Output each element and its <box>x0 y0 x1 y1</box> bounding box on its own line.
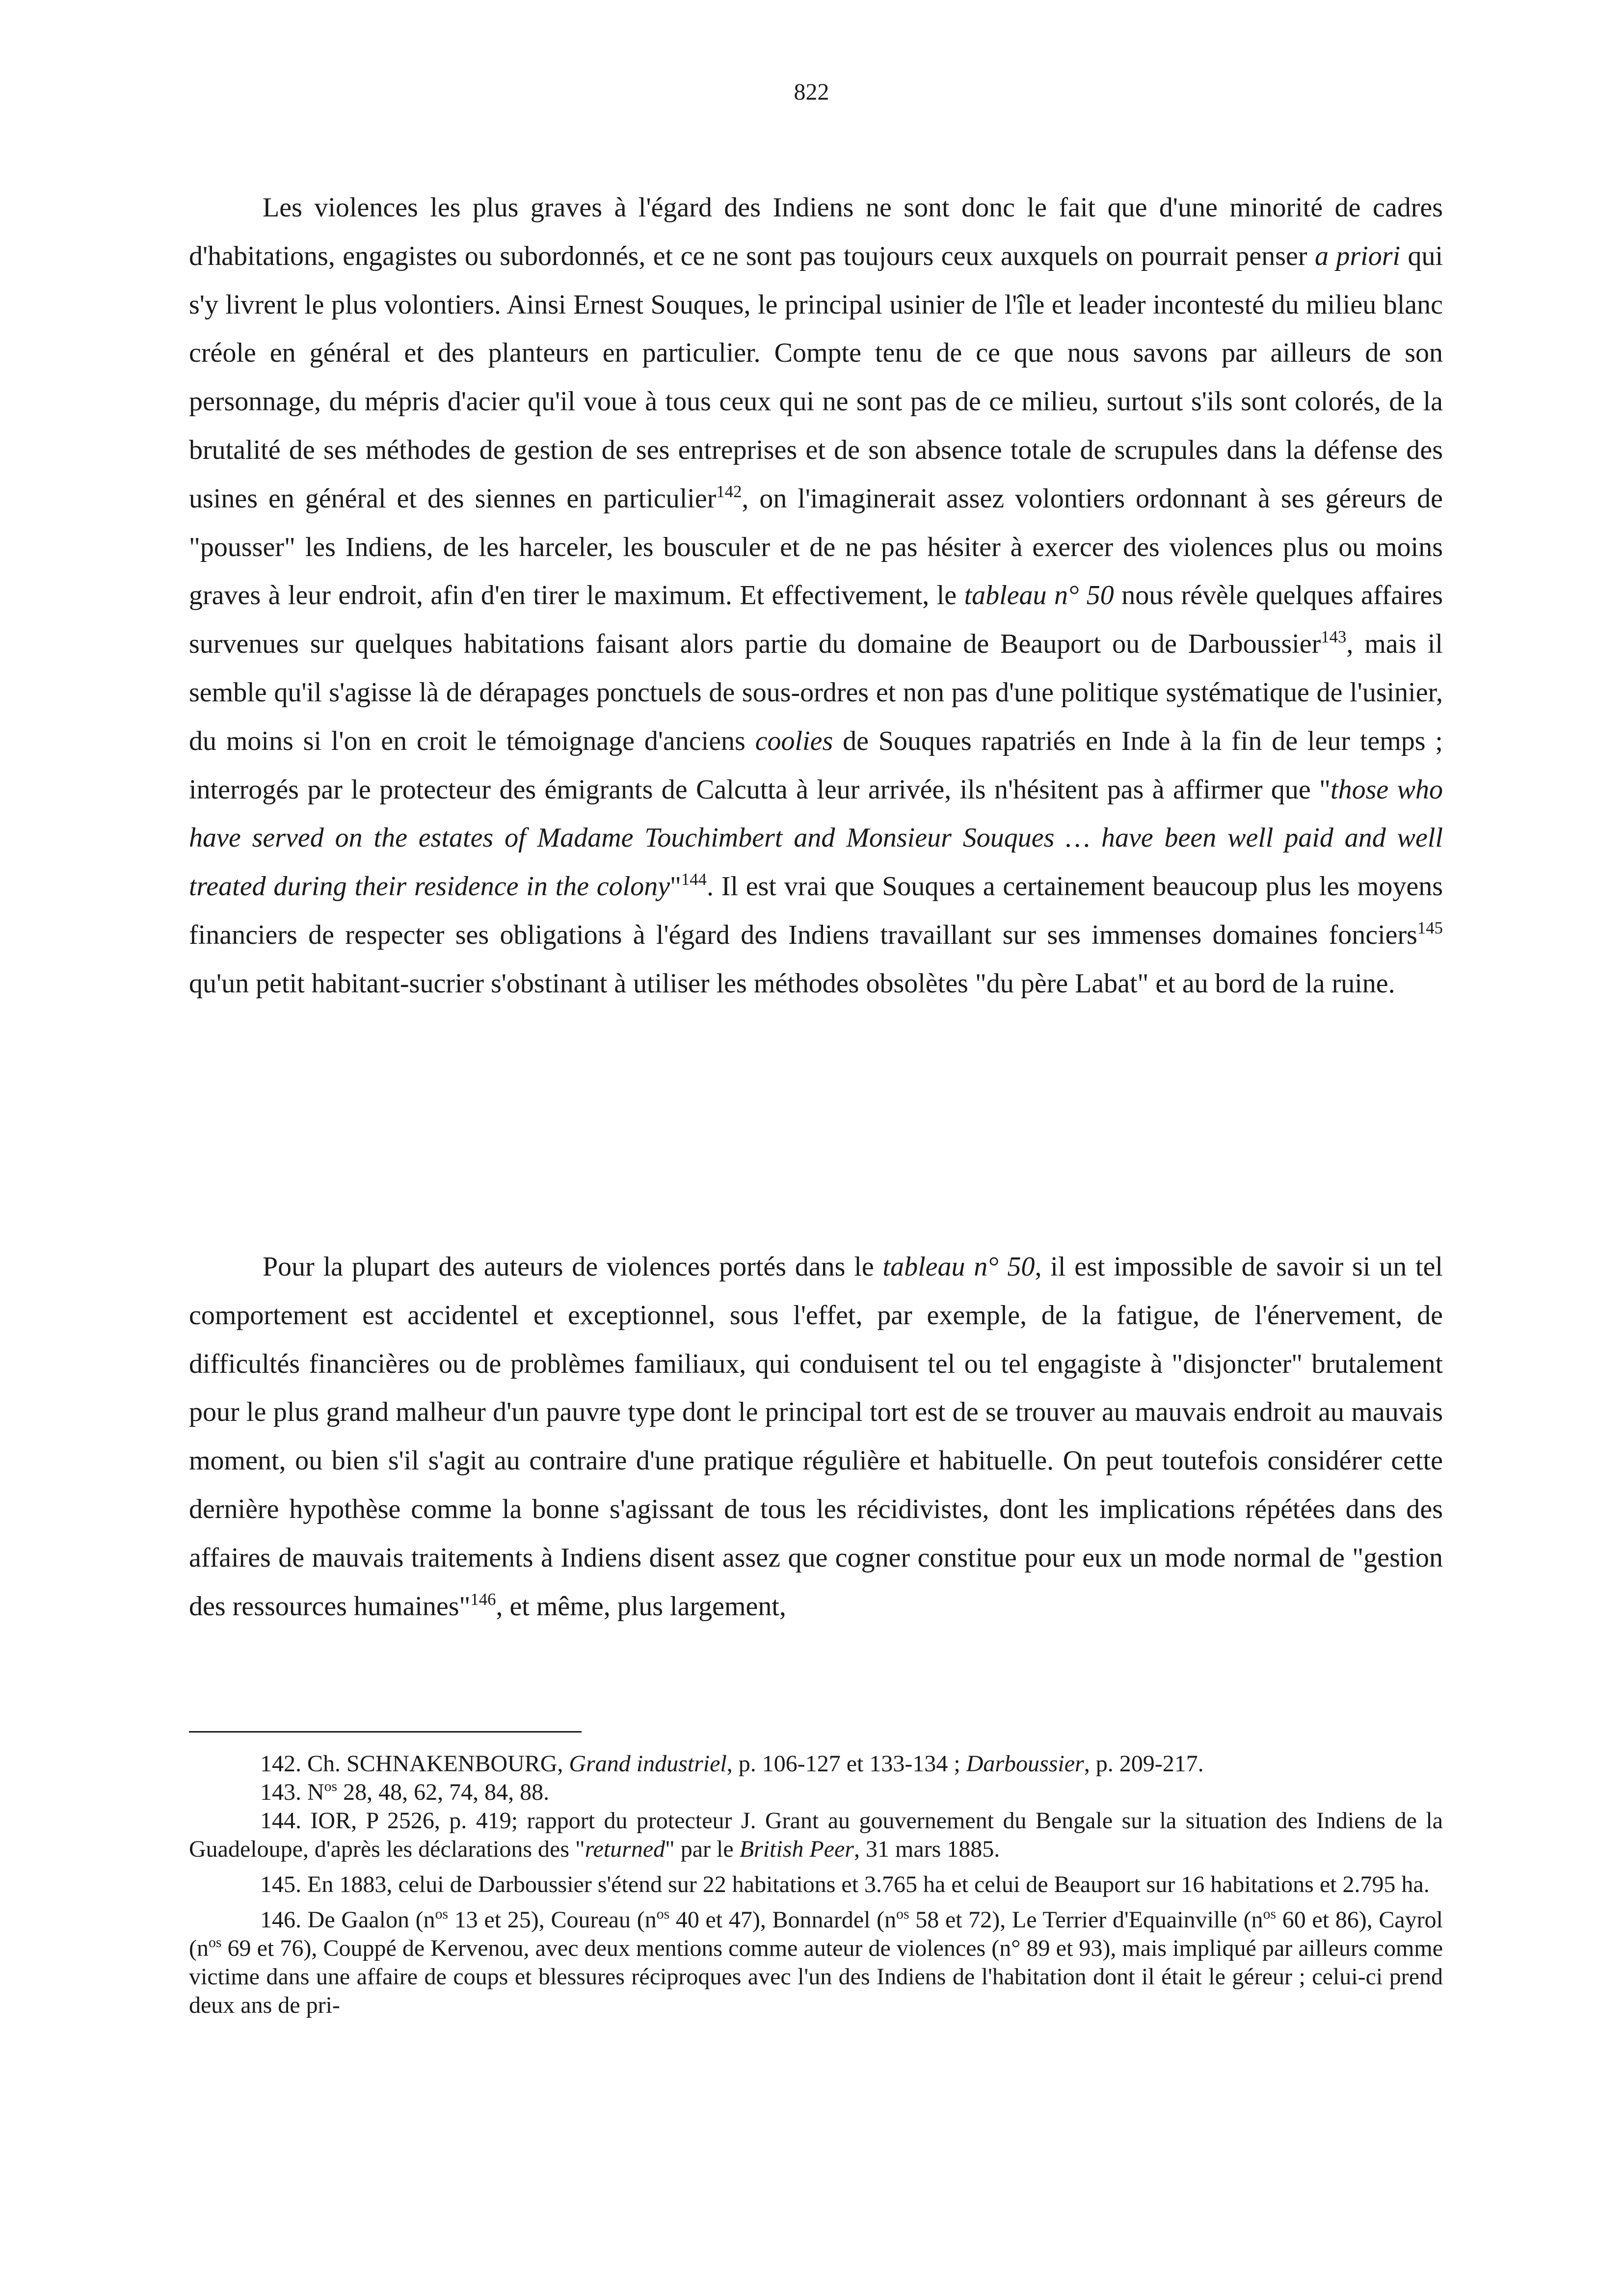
italic-text: tableau n° 50 <box>964 580 1114 611</box>
text-run: , et même, plus largement, <box>496 1591 786 1622</box>
italic-text: Darboussier <box>966 1751 1084 1777</box>
text-run: 58 et 72), Le Terrier d'Equainville (n <box>909 1907 1263 1933</box>
text-run: , mais il semble qu'il s'agisse là de dérapages ponctuels de sous-ordres et non pas d'une politique systématique de l'usinier, du moins si l'on en croit le témoignage d'anciens <box>189 629 1443 756</box>
text-run: Pour la plupart des auteurs de violences portés dans le <box>263 1252 883 1282</box>
footnote-reference: 145 <box>1417 918 1443 938</box>
italic-text: coolies <box>755 725 833 756</box>
text-run: 145. En 1883, celui de Darboussier s'étend sur 22 habitations et 3.765 ha et celui de Beauport sur 16 habitations et 2.795 ha. <box>260 1871 1430 1897</box>
footnote-reference: os <box>435 1906 449 1922</box>
text-run: . Il est vrai que Souques a certainement beaucoup plus les moyens financiers de respecter ses obligations à l'égard des Indiens travaillant sur ses immenses domaines fonciers <box>189 871 1443 950</box>
text-run: 40 et 47), Bonnardel (n <box>669 1907 897 1933</box>
footnote-reference: 144 <box>681 870 707 889</box>
italic-text: Grand industriel <box>569 1751 727 1777</box>
text-run: , p. 209-217. <box>1084 1751 1204 1777</box>
text-run: Les violences les plus graves à l'égard des Indiens ne sont donc le fait que d'une minorité de cadres d'habitations, engagistes ou subordonnés, et ce ne sont pas toujours ceux auxquels on pourrait penser <box>189 192 1443 271</box>
text-run: 142. Ch. SCHNAKENBOURG, <box>260 1751 569 1777</box>
text-run: 28, 48, 62, 74, 84, 88. <box>337 1779 550 1805</box>
footnote-146 <box>189 1906 1443 2020</box>
text-run: , il est impossible de savoir si un tel comportement est accidentel et exceptionnel, sous l'effet, par exemple, de la fatigue, de l'énervement, de difficultés financières ou de problèmes familiaux, qui conduisent tel ou tel engagiste à "disjoncter" brutalement pour le plus grand malheur d'un pauvre type dont le principal tort est de se trouver au mauvais endroit au mauvais moment, ou bien s'il s'agit au contraire d'une pratique régulière et habituelle. On peut toutefois considérer cette dernière hypothèse comme la bonne s'agissant de tous les récidivistes, dont les implications répétées dans des affaires de mauvais traitements à Indiens disent assez que cogner constitue pour eux un mode normal de "gestion des ressources humaines" <box>189 1252 1443 1622</box>
paragraph-1-text <box>189 192 1443 999</box>
italic-text: those who have served on the estates of Madame Touchimbert and Monsieur Souques … have been well paid and well treated during their residence in the colony <box>189 774 1443 902</box>
italic-text: British Peer <box>739 1836 854 1862</box>
italic-text: a priori <box>1314 240 1401 271</box>
text-run: " par le <box>665 1836 740 1862</box>
page-number: 822 <box>794 79 829 105</box>
italic-text: returned <box>585 1836 665 1862</box>
footnote-reference: os <box>896 1906 909 1922</box>
text-run: nous révèle quelques affaires survenues sur quelques habitations faisant alors partie du domaine de Beauport ou de Darboussier <box>189 580 1443 660</box>
paragraph-2-text <box>189 1252 1443 1622</box>
footnote-144 <box>189 1807 1443 1864</box>
text-run: qu'un petit habitant-sucrier s'obstinant à utiliser les méthodes obsolètes "du père Labat" et au bord de la ruine. <box>189 968 1395 999</box>
body-paragraph-2 <box>189 1243 1443 1630</box>
footnote-145 <box>189 1870 1443 1899</box>
footnote-reference: os <box>324 1778 338 1795</box>
footnote-reference: 146 <box>470 1589 496 1609</box>
text-run: 69 et 76), Couppé de Kervenou, avec deux mentions comme auteur de violences (n° 89 et 93), mais impliqué par ailleurs comme victime dans une affaire de coups et blessures réciproques avec l'un des Indiens de l'habitation dont il était le géreur ; celui-ci prend deux ans de pri- <box>189 1935 1443 2018</box>
text-run: 143. N <box>260 1779 324 1805</box>
footnote-reference: os <box>1263 1906 1277 1922</box>
text-run: qui s'y livrent le plus volontiers. Ainsi Ernest Souques, le principal usinier de l'île et leader incontesté du milieu blanc créole en général et des planteurs en particulier. Compte tenu de ce que nous savons par ailleurs de son personnage, du mépris d'acier qu'il voue à tous ceux qui ne sont pas de ce milieu, surtout s'ils sont colorés, de la brutalité de ses méthodes de gestion de ses entreprises et de son absence totale de scrupules dans la défense des usines en général et des siennes en particulier <box>189 240 1443 514</box>
italic-text: tableau n° 50 <box>882 1252 1035 1282</box>
footnote-reference: 142 <box>716 481 742 501</box>
text-run: , 31 mars 1885. <box>853 1836 1000 1862</box>
text-run: 144. IOR, P 2526, p. 419; rapport du protecteur J. Grant au gouvernement du Bengale sur la situation des Indiens de la Guadeloupe, d'après les déclarations des " <box>189 1808 1443 1862</box>
footnote-reference: os <box>208 1934 222 1951</box>
footnote-143 <box>189 1778 1443 1807</box>
text-run: " <box>670 871 681 902</box>
footnote-reference: 143 <box>1321 627 1347 647</box>
text-run: 13 et 25), Coureau (n <box>448 1907 657 1933</box>
text-run: 146. De Gaalon (n <box>260 1907 435 1933</box>
footnote-reference: os <box>656 1906 670 1922</box>
text-run: , on l'imaginerait assez volontiers ordonnant à ses géreurs de "pousser" les Indiens, de les harceler, les bousculer et de ne pas hésiter à exercer des violences plus ou moins graves à leur endroit, afin d'en tirer le maximum. Et effectivement, le <box>189 483 1443 611</box>
footnote-142 <box>189 1750 1443 1778</box>
body-paragraph-1 <box>189 184 1443 1008</box>
text-run: , p. 106-127 et 133-134 ; <box>726 1751 966 1777</box>
text-run: de Souques rapatriés en Inde à la fin de leur temps ; interrogés par le protecteur des émigrants de Calcutta à leur arrivée, ils n'hésitent pas à affirmer que " <box>189 725 1443 805</box>
footnotes <box>189 1750 1443 2027</box>
text-run: 60 et 86), Cayrol (n <box>189 1907 1443 1961</box>
footnote-separator-rule <box>189 1731 582 1733</box>
